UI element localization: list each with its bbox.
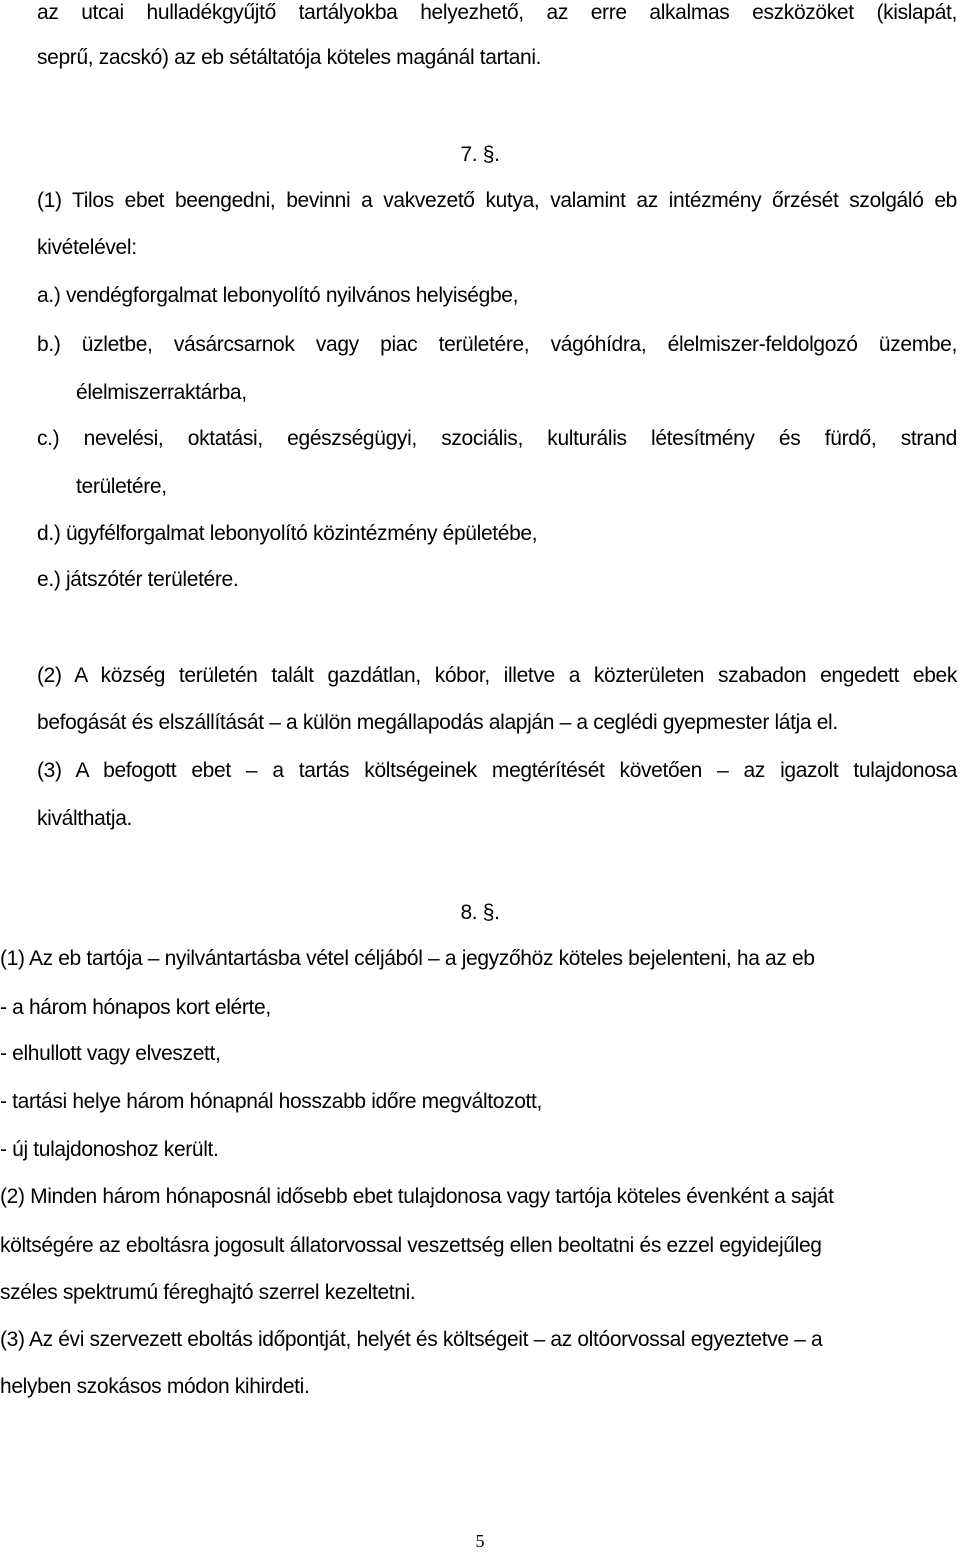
- section-7-p2-line-1: (2) A község területén talált gazdátlan, kóbor, illetve a közterületen szabadon engedett ebek: [37, 664, 957, 687]
- intro-line-1: az utcai hulladékgyűjtő tartályokba helyezhető, az erre alkalmas eszközöket (kislapát,: [37, 1, 957, 24]
- section-7-item-e: e.) játszótér területére.: [37, 568, 239, 591]
- section-8-p2-line-2: költségére az eboltásra jogosult állatorvossal veszettség ellen beoltatni és ezzel egyidejűleg: [0, 1234, 822, 1257]
- section-7-item-a: a.) vendégforgalmat lebonyolító nyilvános helyiségbe,: [37, 284, 519, 307]
- section-8-dash-item-1: - a három hónapos kort elérte,: [0, 996, 271, 1019]
- section-8-dash-item-3: - tartási helye három hónapnál hosszabb időre megváltozott,: [0, 1090, 543, 1113]
- section-8-p2-line-1: (2) Minden három hónaposnál idősebb ebet tulajdonosa vagy tartója köteles évenként a saját: [0, 1185, 834, 1208]
- section-8-p2-line-3: széles spektrumú féreghajtó szerrel kezeltetni.: [0, 1281, 416, 1304]
- section-7-item-b-line-2: élelmiszerraktárba,: [76, 381, 247, 404]
- section-8-heading: 8. §.: [460, 901, 500, 924]
- section-7-heading: 7. §.: [460, 143, 500, 166]
- section-8-dash-item-2: - elhullott vagy elveszett,: [0, 1042, 221, 1065]
- section-7-item-b-line-1: b.) üzletbe, vásárcsarnok vagy piac területére, vágóhídra, élelmiszer-feldolgozó üzembe,: [37, 333, 957, 356]
- section-7-p1-line-1: (1) Tilos ebet beengedni, bevinni a vakvezető kutya, valamint az intézmény őrzését szolgáló eb: [37, 189, 957, 212]
- section-8-p3-line-1: (3) Az évi szervezett eboltás időpontját, helyét és költségeit – az oltóorvossal egyeztetve – a: [0, 1328, 823, 1351]
- section-7-p3-line-2: kiválthatja.: [37, 807, 133, 830]
- section-8-p1: (1) Az eb tartója – nyilvántartásba vétel céljából – a jegyzőhöz köteles bejelenteni, ha az eb: [0, 947, 815, 970]
- section-8-dash-item-4: - új tulajdonoshoz került.: [0, 1138, 219, 1161]
- section-7-item-c-line-2: területére,: [76, 475, 167, 498]
- page-number: 5: [475, 1531, 485, 1551]
- intro-line-2: seprű, zacskó) az eb sétáltatója köteles magánál tartani.: [37, 46, 542, 69]
- section-7-p2-line-2: befogását és elszállítását – a külön megállapodás alapján – a ceglédi gyepmester látja el.: [37, 711, 838, 734]
- section-7-p1-line-2: kivételével:: [37, 236, 137, 259]
- section-7-item-c-line-1: c.) nevelési, oktatási, egészségügyi, szociális, kulturális létesítmény és fürdő, strand: [37, 427, 957, 450]
- section-7-item-d: d.) ügyfélforgalmat lebonyolító közintézmény épületébe,: [37, 522, 538, 545]
- section-7-p3-line-1: (3) A befogott ebet – a tartás költségeinek megtérítését követően – az igazolt tulajdonosa: [37, 759, 957, 782]
- section-8-p3-line-2: helyben szokásos módon kihirdeti.: [0, 1375, 310, 1398]
